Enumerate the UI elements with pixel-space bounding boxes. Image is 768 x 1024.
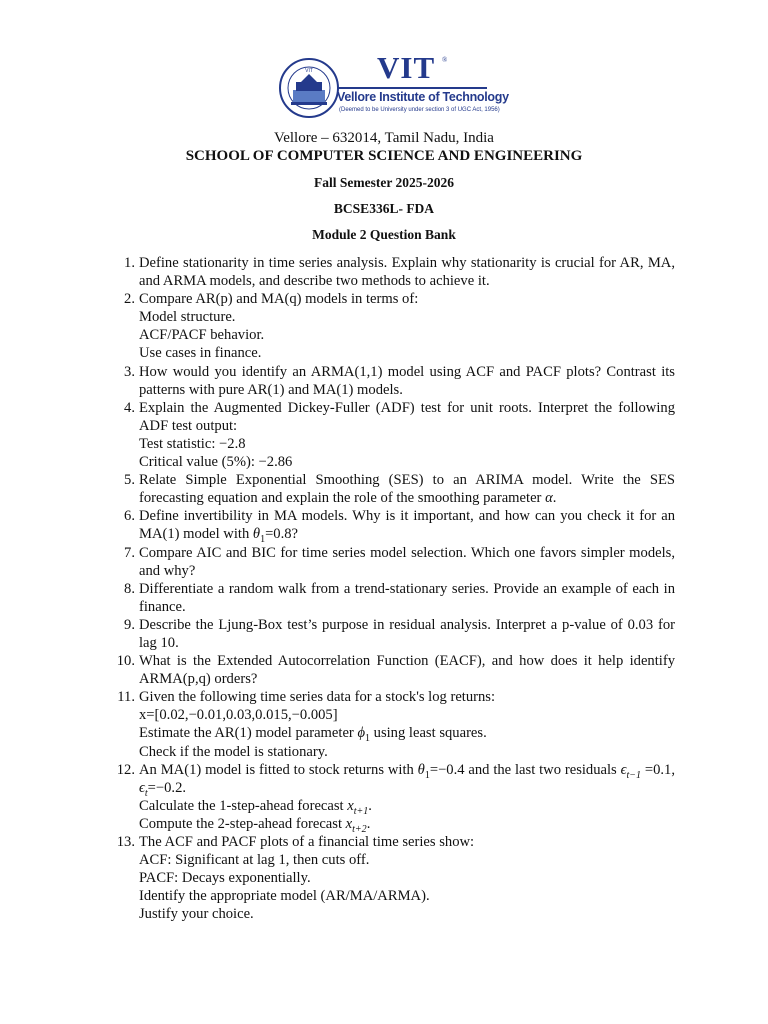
- question-text: Explain the Augmented Dickey-Fuller (ADF) test for unit roots. Interpret the following ADF test output:: [139, 399, 675, 434]
- question-11: 11. Given the following time series data for a stock's log returns: x=[0.02,−0.01,0.03,0.015,−0.005] Estimate the AR(1) model parameter $\phi_1$ using least squares. Check if the model is stationary.: [0, 688, 768, 760]
- question-text: How would you identify an ARMA(1,1) model using ACF and PACF plots? Contrast its patterns with pure AR(1) and MA(1) models.: [139, 363, 675, 398]
- vit-logo: [279, 50, 509, 128]
- sub-item: Estimate the AR(1) model parameter $\phi_1$ using least squares.: [139, 725, 487, 745]
- question-text: Define invertibility in MA models. Why is it important, and how can you check it for an MA(1) model with $\theta_1=0.8$?: [139, 508, 675, 546]
- sub-item: Model structure.: [139, 309, 236, 326]
- sub-item: ACF: Significant at lag 1, then cuts off.: [139, 852, 370, 869]
- sub-item: Test statistic: −2.8: [139, 435, 246, 452]
- question-text: Differentiate a random walk from a trend-stationary series. Provide an example of each in finance.: [139, 580, 675, 615]
- question-7: 7. Compare AIC and BIC for time series model selection. Which one favors simpler models, and why?: [124, 544, 675, 579]
- question-text: Given the following time series data for a stock's log returns:: [139, 689, 496, 706]
- logo-rule: [337, 87, 487, 89]
- question-6: 6. Define invertibility in MA models. Why is it important, and how can you check it for an MA(1) model with $\theta_1=0.8$?: [124, 508, 675, 546]
- sub-item: Use cases in finance.: [139, 345, 262, 362]
- deemed-note: (Deemed to be University under section 3 of UGC Act, 1956): [339, 107, 500, 113]
- question-text: An MA(1) model is fitted to stock returns with $\theta_1=-0.4$ and the last two residuals $\epsilon_{t-1} =0.1$, $\epsilon_t=-0.2$.: [139, 761, 675, 799]
- institute-name: Vellore Institute of Technology: [337, 90, 509, 104]
- sub-item: Justify your choice.: [139, 906, 254, 923]
- svg-text:VIT: VIT: [305, 68, 313, 74]
- sub-item: Calculate the 1-step-ahead forecast $x_{t+1}$.: [139, 797, 372, 817]
- question-10: 10. What is the Extended Autocorrelation Function (EACF), and how does it help identify ARMA(p,q) orders?: [116, 653, 675, 688]
- question-4: 4. Explain the Augmented Dickey-Fuller (ADF) test for unit roots. Interpret the following ADF test output: Test statistic: −2.8 Critical value (5%): −2.86: [124, 399, 675, 471]
- question-12: 12. An MA(1) model is fitted to stock returns with $\theta_1=-0.4$ and the last two residuals $\epsilon_{t-1} =0.1$, $\epsilon_t=-0.2$. Calculate the 1-step-ahead forecast $x_{t+1}$. Compute the 2-step-ahead forecast $x_{t+2}$.: [116, 761, 675, 835]
- question-text: The ACF and PACF plots of a financial time series show:: [139, 834, 475, 850]
- question-13: 13. The ACF and PACF plots of a financial time series show: ACF: Significant at lag 1, then cuts off. PACF: Decays exponentially. Identify the appropriate model (AR/MA/ARMA). Justify your choice.: [0, 833, 768, 923]
- semester: Fall Semester 2025-2026: [314, 175, 454, 190]
- address: Vellore – 632014, Tamil Nadu, India: [274, 130, 494, 146]
- sub-item: ACF/PACF behavior.: [139, 327, 265, 344]
- data-line: x=[0.02,−0.01,0.03,0.015,−0.005]: [139, 707, 338, 724]
- question-2: 2. Compare AR(p) and MA(q) models in terms of: Model structure. ACF/PACF behavior. Use cases in finance.: [0, 290, 768, 362]
- sub-item: Identify the appropriate model (AR/MA/ARMA).: [139, 888, 430, 905]
- question-3: 3. How would you identify an ARMA(1,1) model using ACF and PACF plots? Contrast its patterns with pure AR(1) and MA(1) models.: [124, 363, 675, 398]
- sub-item: Critical value (5%): −2.86: [139, 454, 293, 471]
- sub-item: Check if the model is stationary.: [139, 743, 328, 760]
- vit-brand: VIT: [377, 50, 436, 85]
- registered-mark: ®: [442, 56, 448, 64]
- question-text: Compare AIC and BIC for time series model selection. Which one favors simpler models, and why?: [139, 544, 675, 579]
- question-text: Relate Simple Exponential Smoothing (SES) to an ARIMA model. Write the SES forecasting equation and explain the role of the smoothing parameter α.: [139, 472, 675, 507]
- question-5: 5. Relate Simple Exponential Smoothing (SES) to an ARIMA model. Write the SES forecasting equation and explain the role of the smoothing parameter α.: [124, 472, 675, 507]
- question-8: 8. Differentiate a random walk from a trend-stationary series. Provide an example of each in finance.: [124, 580, 675, 615]
- question-text: Compare AR(p) and MA(q) models in terms of:: [139, 291, 419, 308]
- question-9: 9. Describe the Ljung-Box test’s purpose in residual analysis. Interpret a p-value of 0.03 for lag 10.: [124, 616, 675, 651]
- course-code: BCSE336L- FDA: [333, 201, 435, 216]
- university-seal-icon: [279, 56, 339, 120]
- sub-item: Compute the 2-step-ahead forecast $x_{t+2}$.: [139, 815, 371, 835]
- question-text: What is the Extended Autocorrelation Function (EACF), and how does it help identify ARMA(p,q) orders?: [139, 653, 675, 688]
- question-text: Define stationarity in time series analysis. Explain why stationarity is crucial for AR, MA, and ARMA models, and describe two methods to achieve it.: [139, 255, 675, 290]
- document-title: Module 2 Question Bank: [312, 227, 456, 242]
- school-name: SCHOOL OF COMPUTER SCIENCE AND ENGINEERING: [185, 148, 583, 164]
- question-1: 1. Define stationarity in time series analysis. Explain why stationarity is crucial for AR, MA, and ARMA models, and describe two methods to achieve it.: [124, 255, 675, 290]
- sub-item: PACF: Decays exponentially.: [139, 870, 311, 887]
- question-text: Describe the Ljung-Box test’s purpose in residual analysis. Interpret a p-value of 0.03 for lag 10.: [139, 616, 675, 651]
- question-list: [0, 254, 768, 923]
